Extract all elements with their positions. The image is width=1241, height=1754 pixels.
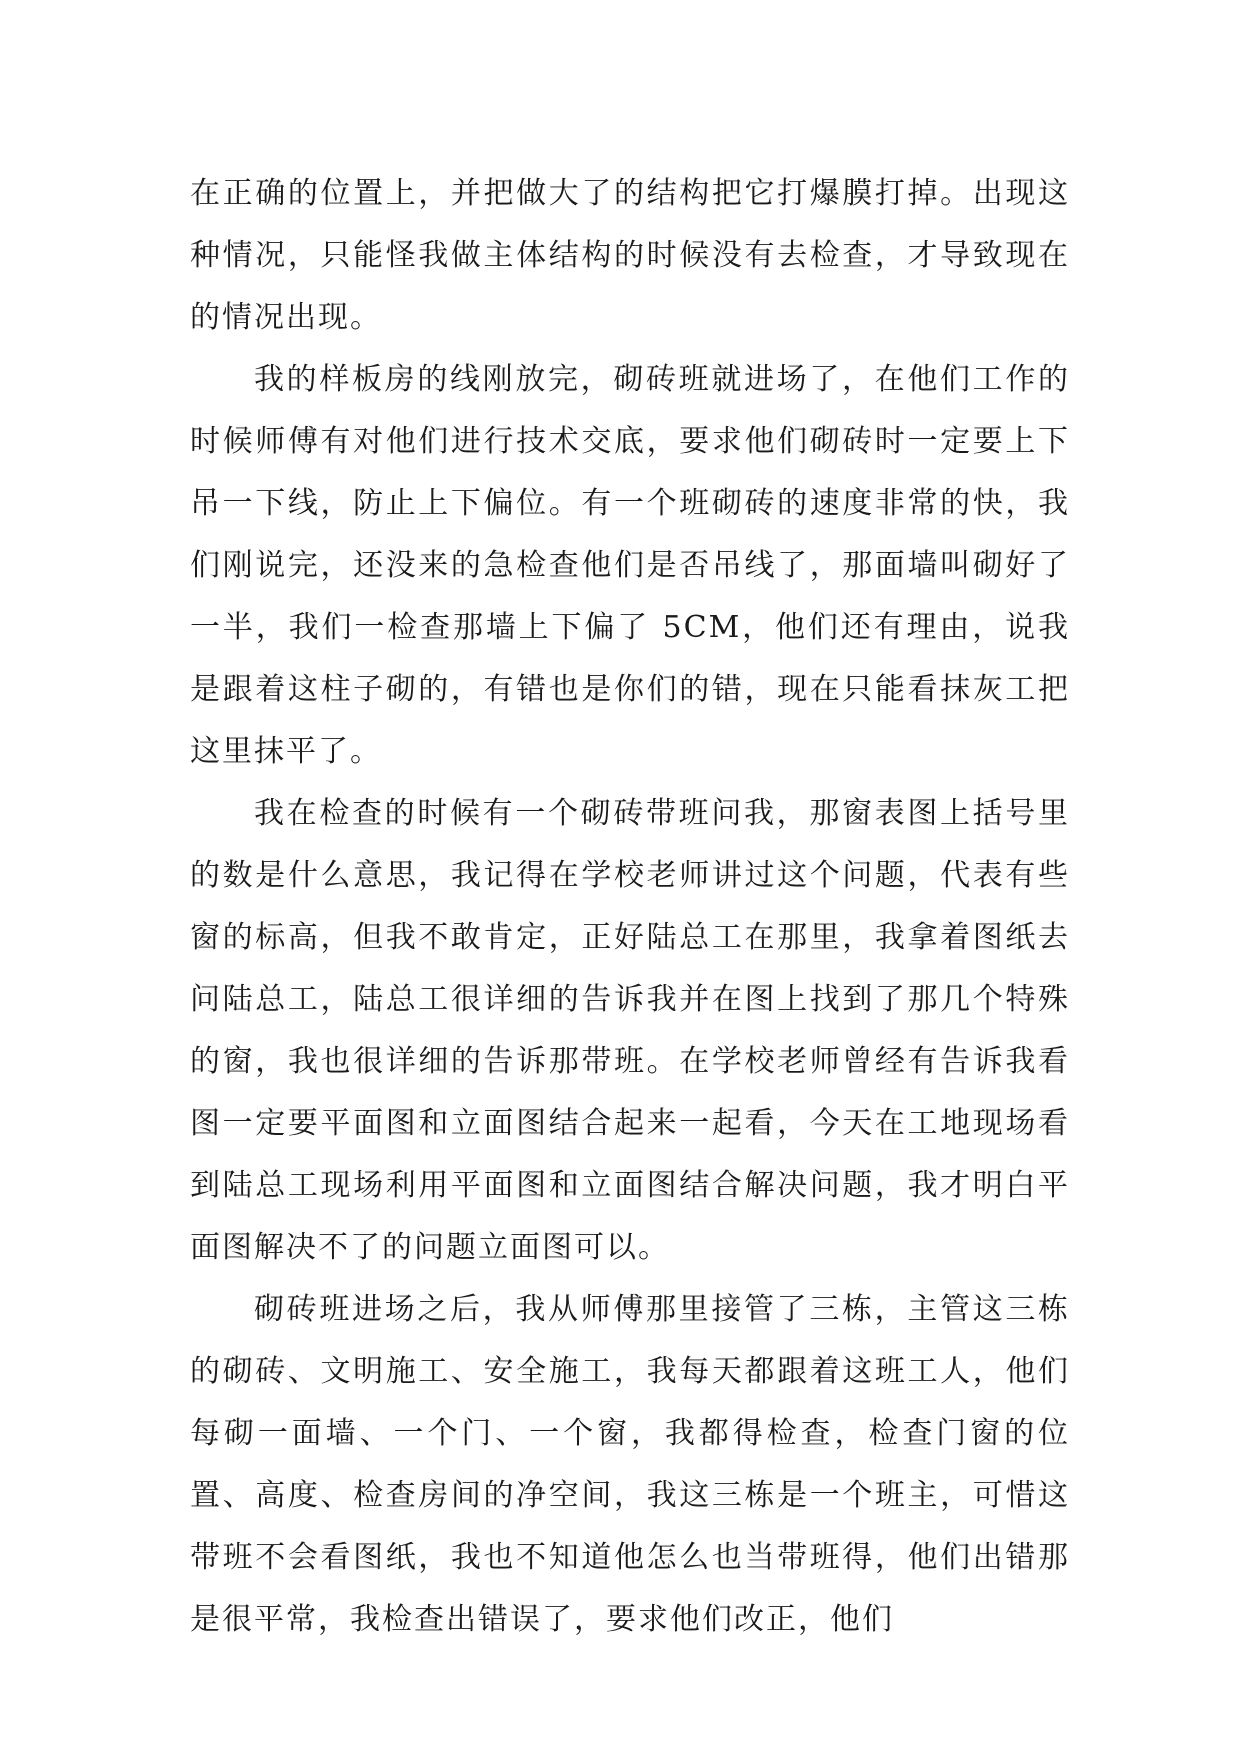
paragraph: 我的样板房的线刚放完，砌砖班就进场了，在他们工作的时候师傅有对他们进行技术交底，要求他们砌砖时一定要上下吊一下线，防止上下偏位。有一个班砌砖的速度非常的快，我们刚说完，还没来的急检查他们是否吊线了，那面墙叫砌好了一半，我们一检查那墙上下偏了 5CM，他们还有理由，说我是跟着这柱子砌的，有错也是你们的错，现在只能看抹灰工把这里抹平了。: [190, 362, 1070, 769]
paragraph-continued: 在正确的位置上，并把做大了的结构把它打爆膜打掉。出现这种情况，只能怪我做主体结构的时候没有去检查，才导致现在的情况出现。: [190, 176, 1070, 335]
paragraph: 我在检查的时候有一个砌砖带班问我，那窗表图上括号里的数是什么意思，我记得在学校老师讲过这个问题，代表有些窗的标高，但我不敢肯定，正好陆总工在那里，我拿着图纸去问陆总工，陆总工很详细的告诉我并在图上找到了那几个特殊的窗，我也很详细的告诉那带班。在学校老师曾经有告诉我看图一定要平面图和立面图结合起来一起看，今天在工地现场看到陆总工现场利用平面图和立面图结合解决问题，我才明白平面图解决不了的问题立面图可以。: [190, 796, 1070, 1265]
body-text: [190, 163, 1070, 1651]
paragraph: 砌砖班进场之后，我从师傅那里接管了三栋，主管这三栋的砌砖、文明施工、安全施工，我每天都跟着这班工人，他们每砌一面墙、一个门、一个窗，我都得检查，检查门窗的位置、高度、检查房间的净空间，我这三栋是一个班主，可惜这带班不会看图纸，我也不知道他怎么也当带班得，他们出错那是很平常，我检查出错误了，要求他们改正，他们: [190, 1292, 1070, 1637]
